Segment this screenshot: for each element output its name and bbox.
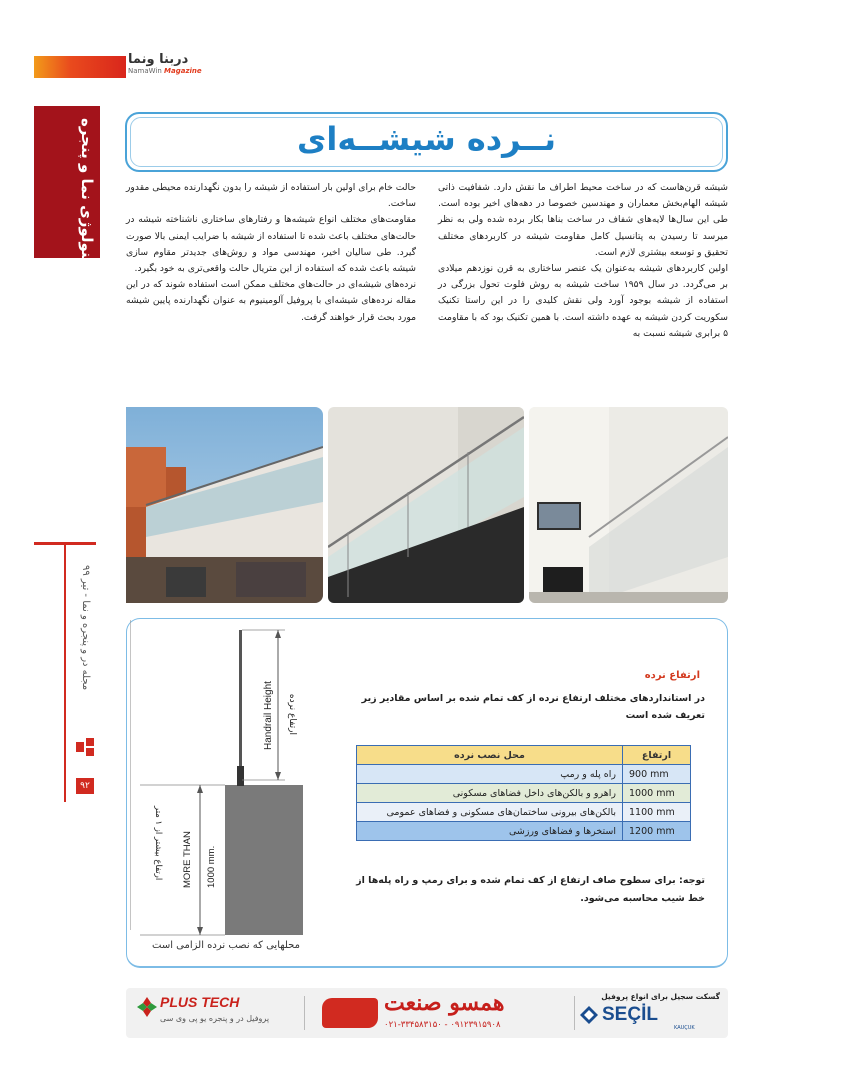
- magazine-logo: [128, 52, 238, 80]
- railing-height-diagram: [130, 620, 330, 965]
- secil-logo: SEÇİL: [602, 1004, 658, 1025]
- brand-suffix: Magazine: [164, 67, 202, 75]
- staircase-photo: [328, 407, 524, 603]
- paragraph: حالت خام برای اولین بار استفاده از شیشه را بدون نگهدارنده محیطی مقدور ساخت.: [126, 182, 416, 210]
- table-row: [357, 784, 691, 803]
- plus-tech-sub: پروفیل در و پنجره یو پی وی سی: [160, 1014, 270, 1023]
- location-cell: بالکن‌های بیرونی ساختمان‌های مسکونی و فضاهای عمومی: [357, 803, 623, 822]
- heights-intro: در استانداردهای مختلف ارتفاع نرده از کف تمام شده بر اساس مقادیر زیر تعریف شده است: [361, 693, 705, 721]
- magazine-issue: مجله در و پنجره و نما - تیر ۹۹: [80, 565, 91, 691]
- height-cell: 900 mm: [623, 765, 691, 784]
- article-column-left: [126, 180, 416, 326]
- location-cell: استخرها و فضاهای ورزشی: [357, 822, 623, 841]
- col-height-header: ارتفاع: [623, 746, 691, 765]
- location-cell: راهرو و بالکن‌های داخل فضاهای مسکونی: [357, 784, 623, 803]
- table-row: [357, 765, 691, 784]
- sidebar-rule: [64, 542, 66, 802]
- magazine-name: دربنا ونما: [128, 52, 189, 67]
- plus-tech-logo-icon: [136, 996, 158, 1018]
- plus-tech-name: PLUS TECH: [160, 994, 240, 1010]
- paragraph: اولین کاربردهای شیشه به‌عنوان یک عنصر ساختاری به قرن نوزدهم میلادی بر می‌گردد. در سال ۱۹۵۹ ساخت شیشه به روش فلوت تحول بزرگی در استفاده از شیشه بوجود آورد ولی نقش کلیدی را در این راستا تکنیک سکوریت کردن شیشه به عهده داشته است. با همین تکنیک بود که با مقاومت ۵ برابری شیشه نسبت به: [438, 263, 728, 339]
- height-cell: 1200 mm: [623, 822, 691, 841]
- hamsou-name: همسو صنعت: [384, 990, 505, 1016]
- interior-photo: [529, 407, 728, 603]
- secil-sub: KAUÇUK: [674, 1025, 695, 1031]
- paragraph: مقاومت‌های مختلف انواع شیشه‌ها و رفتارهای ساختاری ناشناخته شیشه در حالت‌های مختلف باعث شده تا استفاده از شیشه با ضرایب ایمنی بالا صورت گیرد. طی سالیان اخیر، مهندسی مواد و روش‌های جدیدتر مقاوم سازی شیشه باعث شده که استفاده از این متریال حالت واقعی‌تری به خود بگیرد.: [126, 214, 416, 275]
- location-cell: راه پله و رمپ: [357, 765, 623, 784]
- secil-tagline: گسکت سجیل برای انواع پروفیل: [601, 992, 720, 1001]
- diagram-caption: محلهایی که نصب نرده الزامی است: [152, 940, 300, 951]
- handrail-height-fa: ارتفاع نرده: [287, 693, 297, 735]
- plus-tech-ad[interactable]: [134, 992, 294, 1034]
- hamsou-sanat-ad[interactable]: [322, 992, 552, 1034]
- hamsou-logo-icon: [322, 998, 378, 1028]
- heights-note: توجه: برای سطوح صاف ارتفاع از کف تمام شده و برای رمپ و راه پله‌ها از خط شیب محاسبه می‌شود.: [356, 875, 705, 904]
- paragraph: نرده‌های شیشه‌ای در حالت‌های مختلف ممکن است استفاده شوند که در این مقاله نرده‌های شیشه‌ای با پروفیل آلومینیوم به عنوان نگهدارنده پایین شیشه مورد بحث قرار خواهند گرفت.: [126, 279, 416, 323]
- secil-ad[interactable]: [588, 992, 724, 1034]
- paragraph: شیشه قرن‌هاست که در ساخت محیط اطراف ما نقش دارد. شفافیت ذاتی شیشه الهام‌بخش معماران و مهندسین خصوصا در دهه‌های اخیر بوده است. طی این سال‌ها لایه‌های شفاف در ساخت بناها بکار برده شده ولی به نظر میرسد تا رسیدن به پتانسیل کامل مقاومت شیشه در کاربردهای مختلف تحقیق و توسعه بیشتری لازم است.: [438, 182, 728, 258]
- brand-en: NamaWin: [128, 67, 162, 75]
- col-location-header: محل نصب نرده: [357, 746, 623, 765]
- balcony-photo: [126, 407, 323, 603]
- page-title: نــرده شیشــه‌ای: [297, 120, 556, 158]
- more-than-label: MORE THAN: [182, 831, 193, 888]
- height-cell: 1100 mm: [623, 803, 691, 822]
- railing-height-table: [356, 745, 691, 841]
- more-than-mm-label: 1000 mm.: [206, 845, 217, 888]
- more-than-fa-label: ارتفاع بیشتر از ۱ متر: [153, 806, 163, 881]
- secil-diamond-icon: [580, 1006, 598, 1024]
- table-row: [357, 822, 691, 841]
- section-title: تکنولوژی نما و پنجره: [78, 118, 96, 273]
- header-color-bar: [34, 56, 126, 78]
- page-number: ۹۲: [76, 778, 94, 794]
- magazine-mark-icon: [74, 736, 96, 758]
- height-cell: 1000 mm: [623, 784, 691, 803]
- title-frame: [125, 112, 728, 172]
- handrail-height-label: Handrail Height: [263, 681, 274, 750]
- ad-divider: [574, 996, 575, 1030]
- hamsou-phone: ۰۲۱-۳۳۴۵۸۳۱۵۰ - ۰۹۱۲۳۹۱۵۹۰۸: [384, 1020, 501, 1030]
- heights-subtitle: ارتفاع نرده: [644, 670, 700, 681]
- ad-divider: [304, 996, 305, 1030]
- article-column-right: [438, 180, 728, 342]
- table-row: [357, 803, 691, 822]
